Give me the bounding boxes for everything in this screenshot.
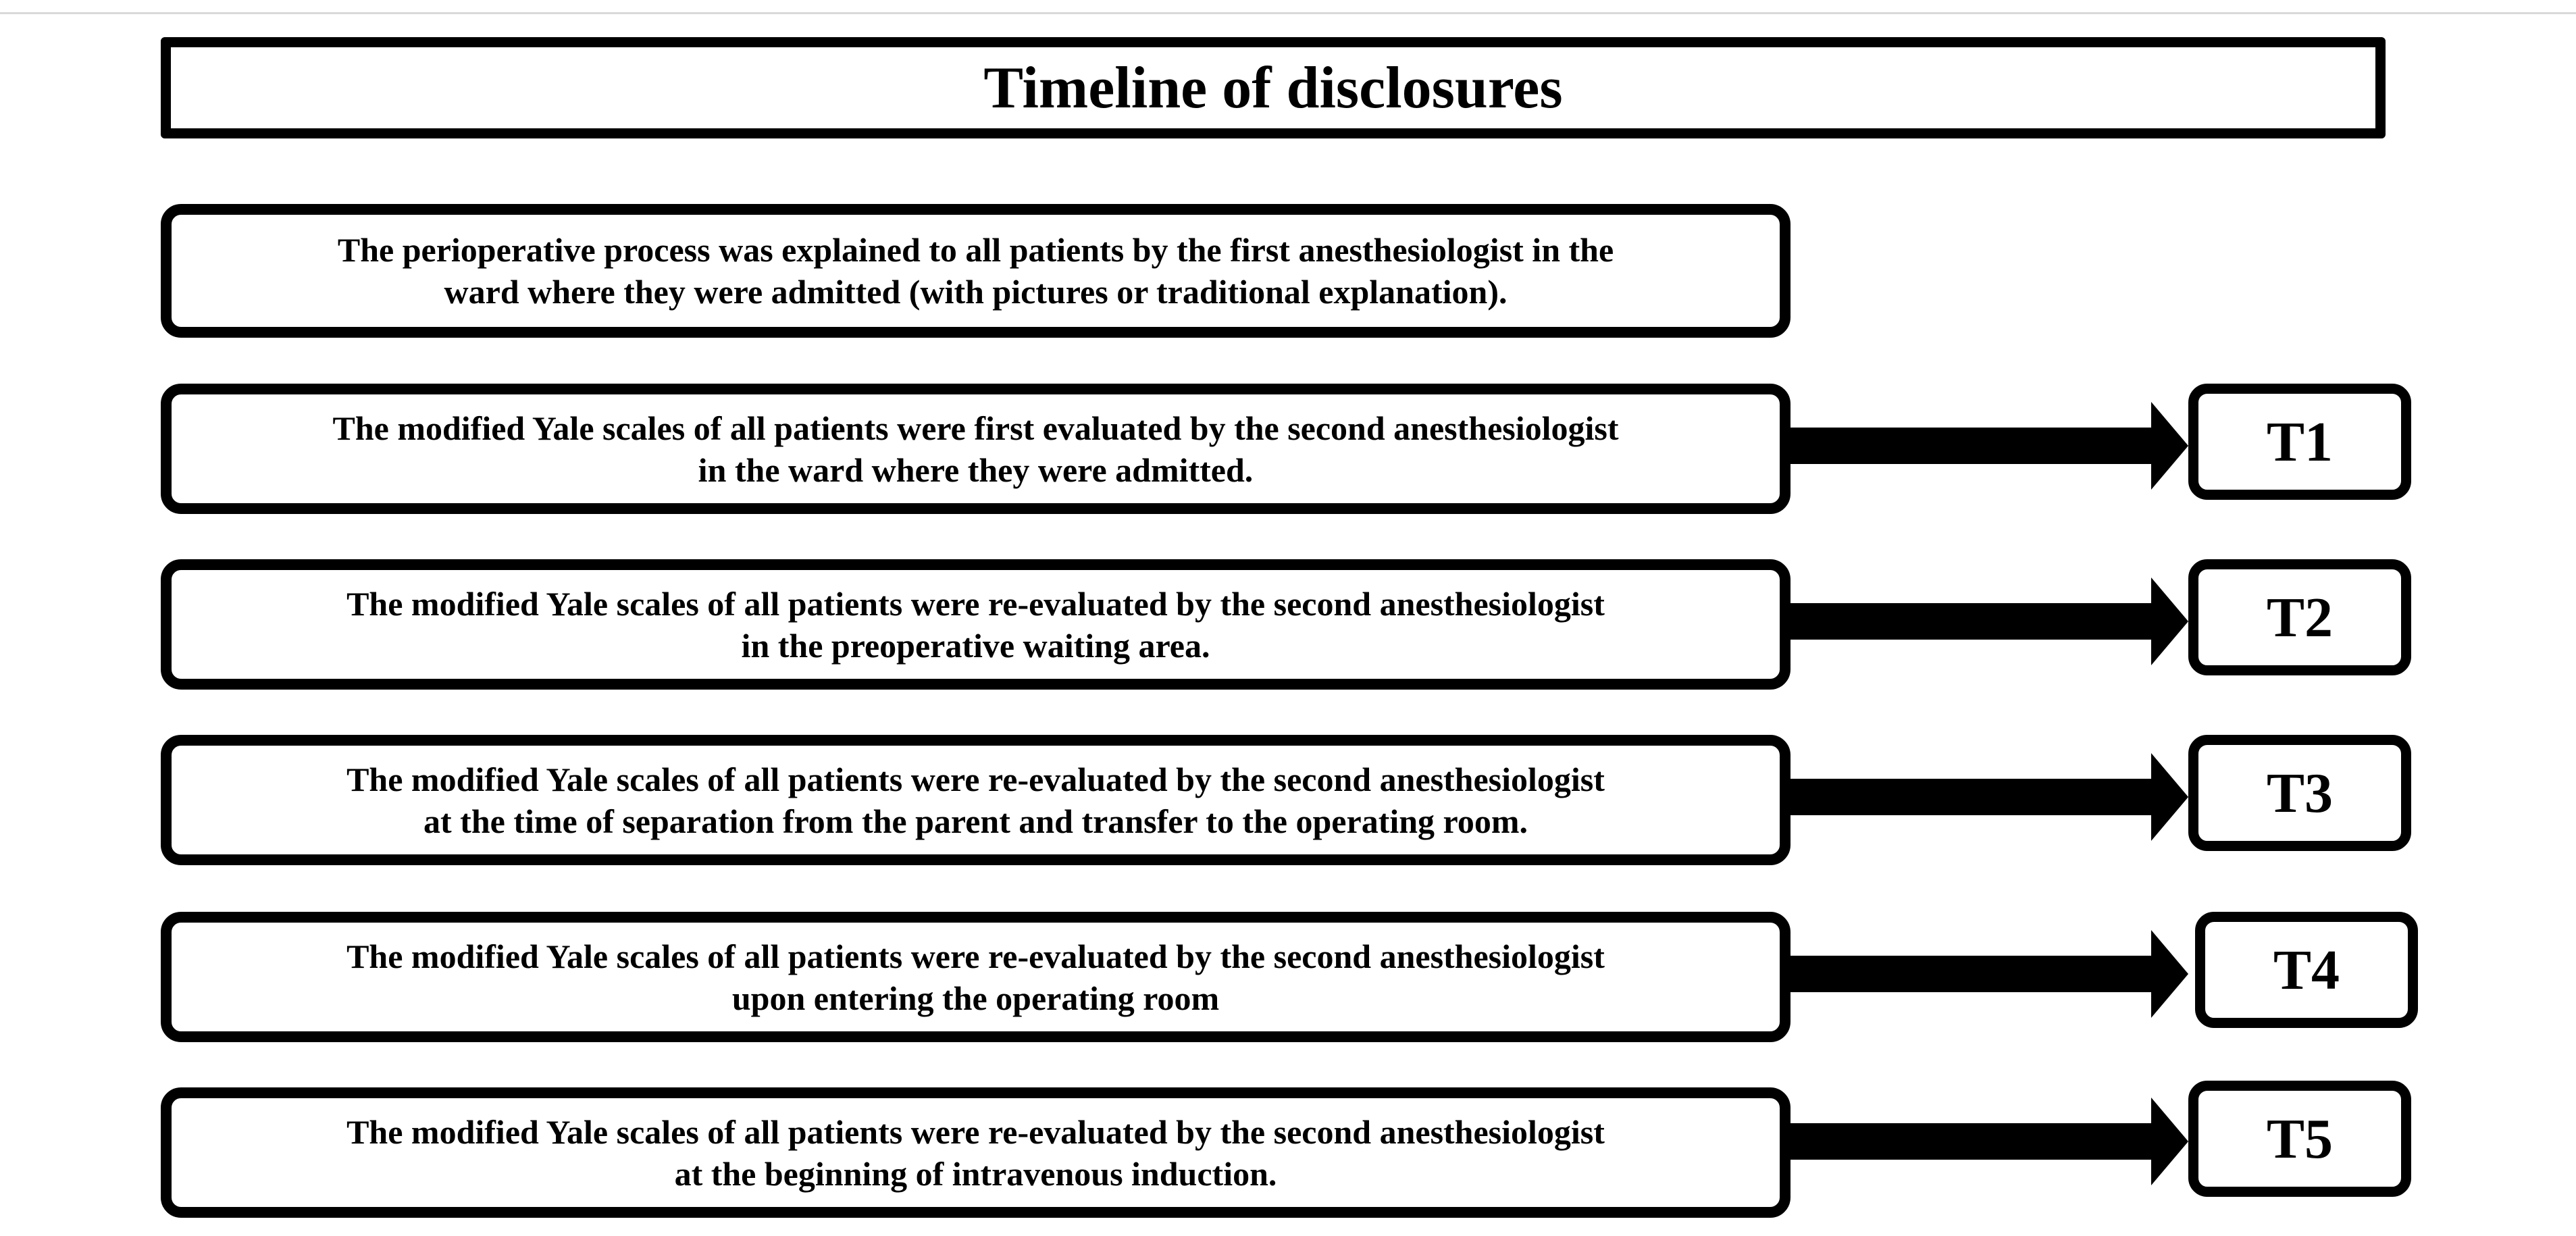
- time-box-t5: [2188, 1081, 2411, 1197]
- step-line-1: The modified Yale scales of all patients were re-evaluated by the second anesthesiologist: [346, 760, 1605, 798]
- step-line-1: The modified Yale scales of all patients were first evaluated by the second anesthesiologist: [332, 409, 1619, 447]
- step-text: [346, 935, 1605, 1019]
- step-line-1: The modified Yale scales of all patients were re-evaluated by the second anesthesiologist: [346, 937, 1605, 975]
- step-text: [346, 758, 1605, 842]
- arrow-t2: [1783, 574, 2188, 669]
- intro-box: [161, 204, 1791, 338]
- time-box-t2: [2188, 559, 2411, 675]
- time-label: T1: [2266, 410, 2334, 473]
- step-box-t5: [161, 1087, 1791, 1218]
- time-label: T2: [2266, 586, 2334, 649]
- top-divider: [0, 12, 2576, 14]
- arrow-t3: [1783, 750, 2188, 844]
- step-line-2: in the preoperative waiting area.: [741, 626, 1210, 665]
- step-text: [332, 407, 1618, 491]
- step-line-1: The modified Yale scales of all patients were re-evaluated by the second anesthesiologist: [346, 1112, 1605, 1151]
- step-box-t4: [161, 912, 1791, 1042]
- step-line-2: at the beginning of intravenous induction.: [674, 1154, 1277, 1193]
- arrow-t5: [1783, 1094, 2188, 1189]
- step-line-2: at the time of separation from the parent and transfer to the operating room.: [423, 802, 1528, 840]
- arrow-t1: [1783, 398, 2188, 493]
- step-line-2: upon entering the operating room: [731, 979, 1220, 1017]
- step-text: [346, 583, 1605, 667]
- time-box-t4: [2195, 912, 2418, 1028]
- intro-line-2: ward where they were admitted (with pictures or traditional explanation).: [444, 273, 1508, 311]
- diagram-title: Timeline of disclosures: [983, 55, 1563, 121]
- intro-text: [338, 229, 1614, 313]
- step-line-2: in the ward where they were admitted.: [698, 450, 1254, 489]
- step-line-1: The modified Yale scales of all patients were re-evaluated by the second anesthesiologist: [346, 584, 1605, 623]
- time-label: T3: [2266, 761, 2334, 825]
- step-text: [346, 1111, 1605, 1195]
- arrow-t4: [1783, 927, 2188, 1021]
- diagram-title-box: [161, 37, 2386, 138]
- intro-line-1: The perioperative process was explained to all patients by the first anesthesiologist in the: [337, 231, 1614, 269]
- step-box-t3: [161, 735, 1791, 865]
- time-box-t3: [2188, 735, 2411, 851]
- time-box-t1: [2188, 384, 2411, 500]
- step-box-t2: [161, 559, 1791, 690]
- time-label: T4: [2273, 938, 2340, 1002]
- step-box-t1: [161, 384, 1791, 514]
- time-label: T5: [2266, 1107, 2334, 1170]
